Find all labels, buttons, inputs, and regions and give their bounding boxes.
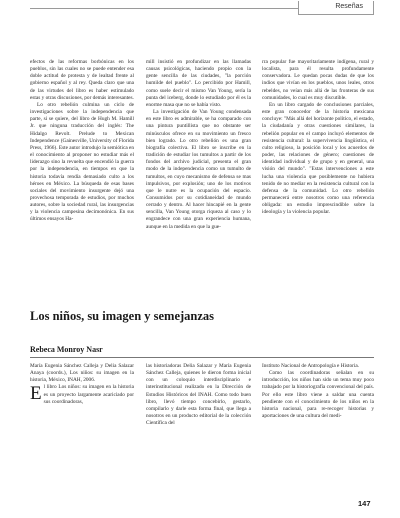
paragraph-text: En un libro cargado de conclusiones parciales, este gran conocedor de la historia mexicana concluye: "Más allá del horizonte político, el estado, la ciudadanía y otras cuestiones similares, la rebelión popular en el campo incluyó elementos de resistencia cultural: la supervivencia lingüística, el culto religioso, la posición local y los acuerdos de poder, las relaciones de género; cuestiones de identidad individual y de grupo y en general, una visión del mundo". "Estas intervenciones a este lucha una violencia que posiblemente no hubiera tenido de no mediar en la resistencia cultural con la defensa de la comunidad. Lo otro rebelión permanecerá entre nosotros como una referencia obligada: un estudio imprescindible sobre la ideología y la violencia popular. bbox=[262, 101, 374, 216]
page-number: 147 bbox=[358, 499, 371, 508]
title-divider bbox=[30, 357, 374, 358]
paragraph-text: efectos de las reformas borbónicas en los pueblos, sin las cuales no se puede entender esa doble actitud de protesta y de lealtad frente al gobierno español y al rey. Queda claro que una de las virtudes del libro es haber estimulado estas y otras discusiones, por demás interesantes. bbox=[30, 59, 134, 101]
column-top-1 bbox=[30, 59, 134, 224]
column-bottom-3 bbox=[262, 363, 374, 420]
section-label: Reseñas bbox=[335, 3, 363, 10]
paragraph bbox=[262, 59, 374, 102]
paragraph bbox=[30, 363, 134, 384]
paragraph bbox=[146, 363, 251, 427]
paragraph bbox=[146, 109, 251, 231]
paragraph-text: Instituto Nacional de Antropología e Historia. bbox=[262, 363, 360, 369]
paragraph-text: María Eugenia Sánchez Calleja y Delia Salazar Anaya (coords.), Los niños: su imagen en la historia, México, INAH, 2006. bbox=[30, 363, 134, 384]
paragraph bbox=[262, 102, 374, 217]
paragraph bbox=[30, 102, 134, 224]
paragraph-text: Lo otro rebelión culmina un ciclo de investigaciones sobre la independencia que parte, si se quiere, del libro de Hugh M. Hamill Jr. que ninguna traducción del inglés: The Hidalgo Revolt. Prelude to Mexican Independence (Gainesville, University of Florida Press, 1966). Este autor introdujo la semiótica en el conocimiento al proponer no estudiar más el liderazgo sino la revuelta que encendió la guerra por la independencia, en tiempos en que la historia todavía rendía demasiado culto a los héroes en México. La búsqueda de esas bases sociales del movimiento insurgente dejó una provechosa temporada de estudios, por muchos autores, sobre la sociedad rural, las insurgencias y la violencia campesina decimonónica. En sus últimos ensayos Ha- bbox=[30, 101, 135, 223]
paragraph-text: Como las coordinadoras señalan en su introducción, los niños han sido un tema muy poco trabajado por la historiografía convencional del país. Por ello este libro viene a saldar una cuenta pendiente con el conocimiento de los niños en la historia nacional, para re-recoger historias y aportaciones de una cultura del medi- bbox=[262, 370, 374, 420]
paragraph bbox=[262, 363, 374, 370]
article-author: Rebeca Monroy Nasr bbox=[30, 345, 103, 354]
column-bottom-1 bbox=[30, 363, 134, 406]
column-top-3 bbox=[262, 59, 374, 216]
paragraph bbox=[30, 384, 134, 405]
column-top-2 bbox=[146, 59, 251, 231]
paragraph-text: rra popular fue mayoritariamente indígena, rural y localista, para él resulta profundamente conservadora. Le quedan pocas dudas de que los indios que vivían en los pueblos, unos leales, otros rebeldes, no veían más allá de las fronteras de sus comunidades, lo cual es muy discutible. bbox=[262, 59, 374, 101]
article-title: Los niños, su imagen y semejanzas bbox=[30, 309, 215, 323]
drop-cap: E bbox=[30, 383, 42, 405]
paragraph bbox=[146, 59, 251, 109]
paragraph bbox=[262, 370, 374, 420]
paragraph-text: La investigación de Van Young condensada en este libro es admirable, se ha comparado con una pintura puntillista que no obstante ser minúsculos ofrece en su movimiento un fresco bien logrado. Lo otro rebelión es una gran biografía colectiva. El libro se inscribe en la tradición de estudiar los tumultos a partir de los fondos del archivo judicial, presenta el gran modo de la independencia como un tumulto de tumultos, en cuyo mecanismo de defensa se mas impulsivos, por explosión; uno de los motivos que le nutre es la ocupación del espacio. Consumidos por su cotidianeidad de mundo cerrado y dentro. Al hacer hincapié en la gente sencilla, Van Young otorga riqueza al caso y lo engrandece con una gran experiencia humana, aunque en la medida en que la gue- bbox=[146, 109, 251, 230]
paragraph bbox=[30, 59, 134, 102]
column-bottom-2 bbox=[146, 363, 251, 427]
paragraph-text: mill insistió en profundizar en las llamadas causas psicológicas, haciendo propio con la gente sencilla de las ciudades, "la porción humilde del pueblo". Lo percibido por Hamill, como suele decir el mismo Van Young, sería la punta del iceberg, donde lo estudiado por él es la enorme masa que no se había visto. bbox=[146, 59, 251, 108]
section-tab bbox=[298, 1, 374, 15]
paragraph-text: las historiadoras Delia Salazar y María Eugenia Sánchez Calleja, quienes le dieron forma inicial con un coloquio interdisciplinario e interinstitucional realizado en la Dirección de Estudios Históricos del INAH. Como todo buen libro, llevó tiempo concebirlo, gestarlo, compilarlo y darle esta forma final, que llega a nosotros en un producto editorial de la colección Científica del bbox=[146, 363, 251, 427]
paragraph-text: l libro Los niños: su imagen en la historia es un proyecto largamente acariciado por sus coordinadoras, bbox=[43, 384, 134, 405]
